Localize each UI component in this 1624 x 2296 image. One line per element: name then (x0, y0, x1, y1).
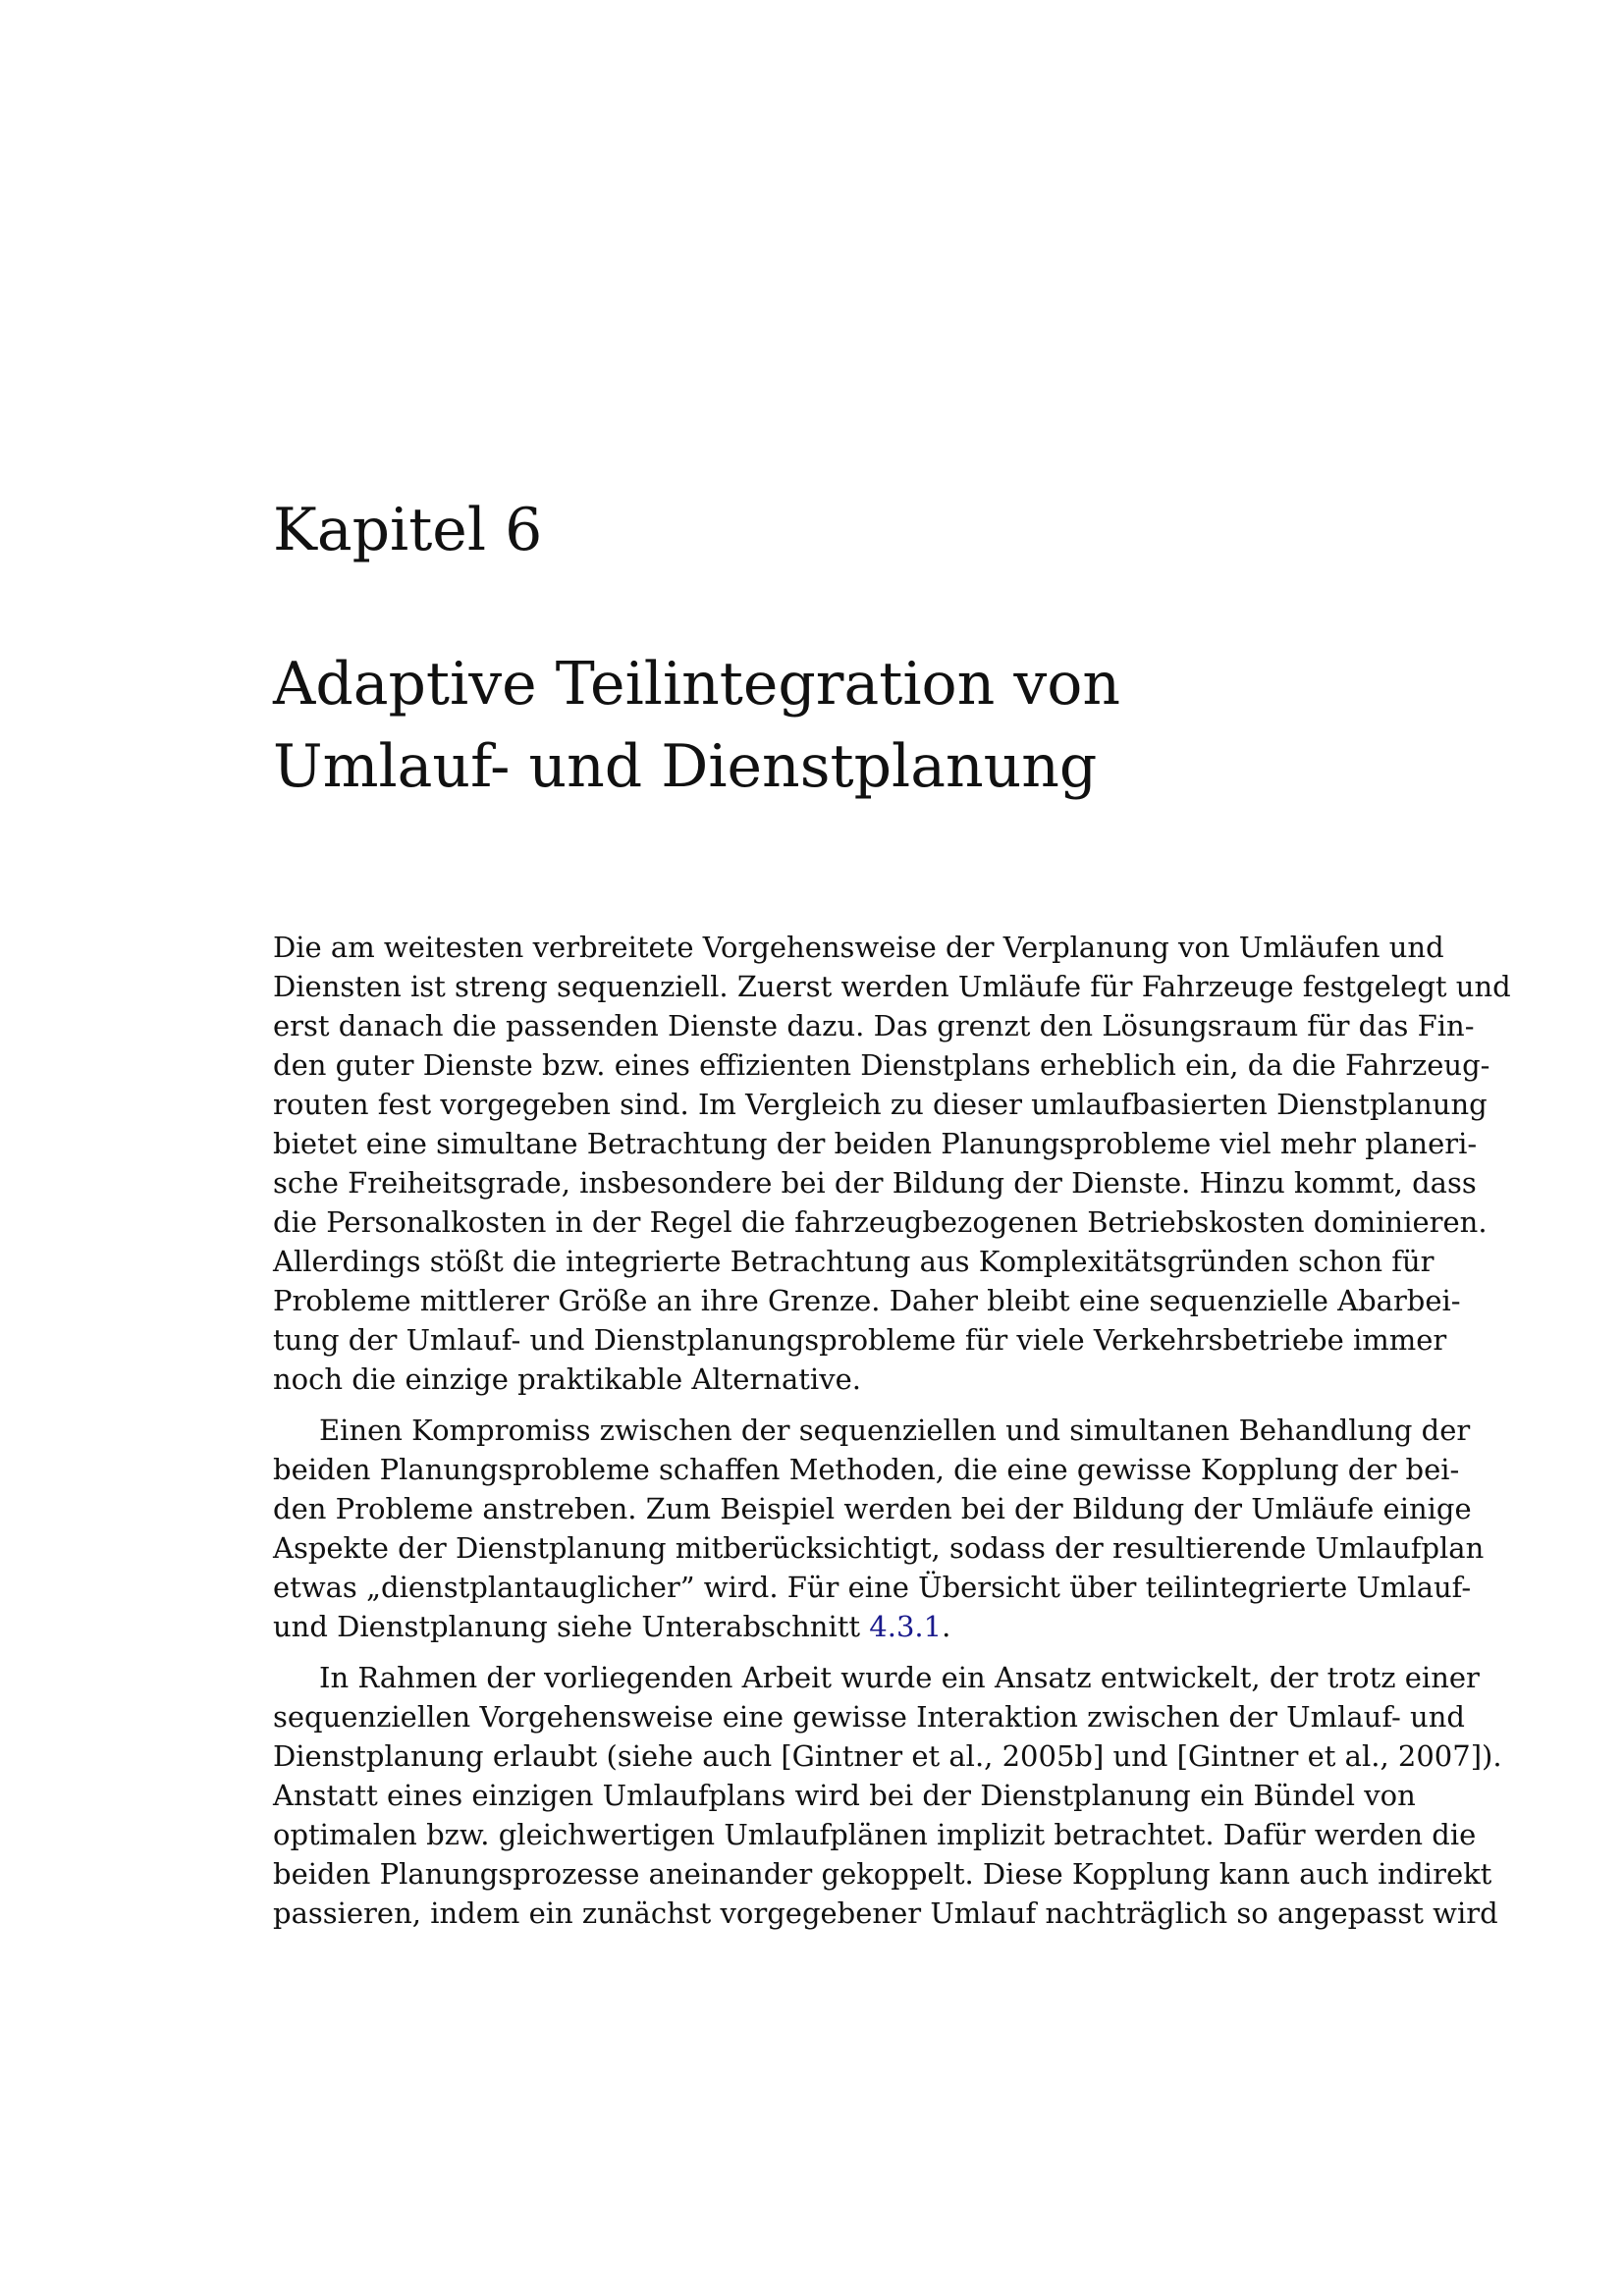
text-line: sequenziellen Vorgehensweise eine gewisse Interaktion zwischen der Umlauf- und (273, 1700, 1465, 1734)
text-fragment: . (942, 1610, 951, 1643)
text-line: die Personalkosten in der Regel die fahrzeugbezogenen Betriebskosten dominieren. (273, 1205, 1488, 1239)
text-fragment: und Dienstplanung siehe Unterabschnitt (273, 1610, 870, 1643)
text-line: In Rahmen der vorliegenden Arbeit wurde ein Ansatz entwickelt, der trotz einer (319, 1661, 1480, 1694)
paragraph-1 (273, 928, 1511, 1399)
text-line: Die am weitesten verbreitete Vorgehensweise der Verplanung von Umläufen und (273, 931, 1444, 964)
text-line: Aspekte der Dienstplanung mitberücksichtigt, sodass der resultierende Umlaufplan (273, 1531, 1485, 1565)
text-line: bietet eine simultane Betrachtung der beiden Planungsprobleme viel mehr planeri- (273, 1127, 1478, 1160)
chapter-label: Kapitel 6 (273, 496, 543, 564)
chapter-title (273, 643, 1120, 808)
text-line: passieren, indem ein zunächst vorgegebener Umlauf nachträglich so angepasst wird (273, 1896, 1498, 1930)
text-line (273, 1607, 1402, 1646)
section-reference-link[interactable]: 4.3.1 (869, 1610, 943, 1643)
text-line: Allerdings stößt die integrierte Betrachtung aus Komplexitätsgründen schon für (273, 1245, 1435, 1278)
text-line: sche Freiheitsgrade, insbesondere bei der Bildung der Dienste. Hinzu kommt, dass (273, 1166, 1477, 1200)
text-line: Probleme mittlerer Größe an ihre Grenze. Daher bleibt eine sequenzielle Abarbei- (273, 1284, 1461, 1317)
chapter-title-line: Umlauf- und Dienstplanung (273, 732, 1098, 801)
text-line: etwas „dienstplantauglicher” wird. Für eine Übersicht über teilintegrierte Umlauf- (273, 1571, 1472, 1604)
text-line: noch die einzige praktikable Alternative. (273, 1362, 861, 1396)
text-line: erst danach die passenden Dienste dazu. Das grenzt den Lösungsraum für das Fin- (273, 1009, 1475, 1042)
chapter-title-line: Adaptive Teilintegration von (273, 650, 1121, 719)
paragraph-3 (273, 1658, 1502, 1933)
text-line: tung der Umlauf- und Dienstplanungsprobleme für viele Verkehrsbetriebe immer (273, 1323, 1447, 1357)
text-line: Einen Kompromiss zwischen der sequenziellen und simultanen Behandlung der (319, 1414, 1471, 1447)
text-line: Dienstplanung erlaubt (siehe auch [Gintner et al., 2005b] und [Gintner et al., 2007]). (273, 1739, 1502, 1773)
text-line: beiden Planungsprozesse aneinander gekoppelt. Diese Kopplung kann auch indirekt (273, 1857, 1492, 1891)
text-line: den guter Dienste bzw. eines effizienten Dienstplans erheblich ein, da die Fahrzeug- (273, 1048, 1490, 1082)
text-line: Anstatt eines einzigen Umlaufplans wird bei der Dienstplanung ein Bündel von (273, 1779, 1416, 1812)
text-line: routen fest vorgegeben sind. Im Vergleich zu dieser umlaufbasierten Dienstplanung (273, 1088, 1488, 1121)
text-line: Diensten ist streng sequenziell. Zuerst werden Umläufe für Fahrzeuge festgelegt und (273, 970, 1511, 1003)
paragraph-2 (273, 1411, 1485, 1646)
text-line: optimalen bzw. gleichwertigen Umlaufplänen implizit betrachtet. Dafür werden die (273, 1818, 1477, 1851)
text-line: beiden Planungsprobleme schaffen Methoden, die eine gewisse Kopplung der bei- (273, 1453, 1460, 1486)
text-line: den Probleme anstreben. Zum Beispiel werden bei der Bildung der Umläufe einige (273, 1492, 1472, 1525)
body-text (273, 928, 1511, 1933)
